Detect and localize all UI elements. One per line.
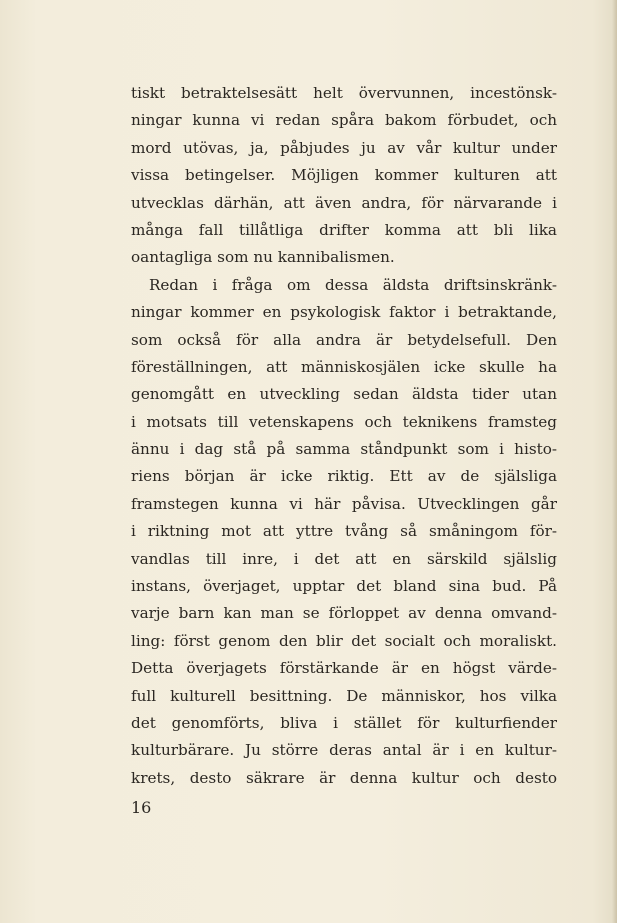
text-line: vandlas till inre, i det att en särskild själslig	[131, 549, 557, 568]
text-line: det genomförts, bliva i stället för kulturfiender	[131, 713, 557, 732]
text-line: krets, desto säkrare är denna kultur och desto	[131, 768, 557, 787]
paragraph-2	[131, 272, 557, 792]
text-line: genomgått en utveckling sedan äldsta tider utan	[131, 385, 557, 404]
text-line: framstegen kunna vi här påvisa. Utvecklingen går	[131, 494, 557, 513]
text-line: ännu i dag stå på samma ståndpunkt som i histo-	[131, 440, 557, 459]
text-line: ningar kommer en psykologisk faktor i betraktande,	[131, 303, 557, 322]
text-line: ningar kunna vi redan spåra bakom förbudet, och	[131, 111, 557, 130]
text-line: som också för alla andra är betydelsefull. Den	[131, 330, 557, 349]
text-line: mord utövas, ja, påbjudes ju av vår kultur under	[131, 138, 557, 157]
text-line: många fall tillåtliga drifter komma att bli lika	[131, 220, 557, 239]
paragraph-1	[131, 80, 557, 272]
text-line: Redan i fråga om dessa äldsta driftsinskränk-	[149, 275, 557, 294]
text-line: utvecklas därhän, att även andra, för närvarande i	[131, 193, 557, 212]
text-line: vissa betingelser. Möjligen kommer kulturen att	[131, 166, 557, 185]
text-line: full kulturell besittning. De människor, hos vilka	[131, 686, 557, 705]
text-line: tiskt betraktelsesätt helt övervunnen, incestönsk-	[131, 84, 557, 102]
text-line: kulturbärare. Ju större deras antal är i en kultur-	[131, 741, 557, 760]
text-line: riens början är icke riktig. Ett av de själsliga	[131, 467, 557, 486]
text-line: ling: först genom den blir det socialt och moraliskt.	[131, 631, 557, 650]
text-line: i riktning mot att yttre tvång så småningom för-	[131, 522, 557, 541]
text-line: i motsats till vetenskapens och teknikens framsteg	[131, 412, 557, 431]
page-edge-shadow	[612, 0, 617, 923]
body-text	[131, 80, 557, 792]
text-line: instans, överjaget, upptar det bland sina bud. På	[131, 577, 557, 596]
page-number: 16	[131, 798, 152, 817]
text-line: varje barn kan man se förloppet av denna omvand-	[131, 604, 557, 623]
text-line: föreställningen, att människosjälen icke skulle ha	[131, 357, 557, 376]
text-line: oantagliga som nu kannibalismen.	[131, 248, 395, 267]
text-line: Detta överjagets förstärkande är en högst värde-	[131, 659, 557, 678]
